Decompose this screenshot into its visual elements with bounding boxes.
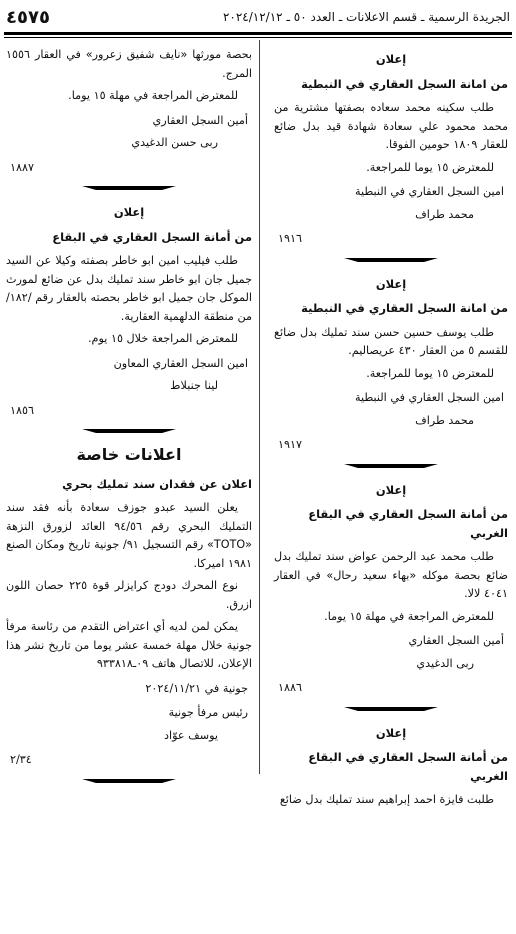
signatory-title: أمين السجل العقاري [408, 634, 504, 647]
announcement-body: يعلن السيد عبدو جوزف سعادة بأنه فقد سند التمليك البحري رقم ٩٤/٥٦ العائد لزورق النزهة «TOTO» رقم التسجيل ٩١/ جونية تاريخ ومكان الصنع ١٩٨١ اميركا. [6, 501, 252, 570]
announcement-label: إعلان [375, 276, 407, 291]
objection-note: يمكن لمن لديه أي اعتراض التقدم من رئاسة مرفأ جونية خلال مهلة خمسة عشر يوما من تاريخ نشر هذا الإعلان، للاتصال هاتف ٠٩ـ٩٣٣٨١٨ [6, 620, 252, 670]
engine-details: نوع المحرك دودج كرايزلر قوة ٢٢٥ حصان اللون ازرق. [6, 579, 252, 611]
separator-ornament [274, 461, 508, 471]
announcement-title: اعلان عن فقدان سند تمليك بحري [62, 476, 252, 491]
announcement-number: ١٨٨٧ [10, 160, 35, 174]
announcement-source: من أمانة السجل العقاري في البقاع الغربي [308, 507, 508, 540]
announcement [274, 481, 508, 698]
separator-ornament [274, 704, 508, 714]
signatory-title: أمين السجل العقاري [152, 113, 248, 127]
signatory-name: لينا جنبلاط [170, 379, 218, 392]
announcement-source: من امانة السجل العقاري في النبطية [301, 76, 508, 91]
announcement [274, 275, 508, 455]
gazette-header-title: الجريدة الرسمية ـ قسم الاعلانات ـ العدد ٥٠ ـ ٢٠٢٤/١٢/١٢ [222, 10, 510, 24]
announcement-body: طلب سكينه محمد سعاده بصفتها مشترية من محمد محمود علي سعادة شهادة قيد بدل ضائع للعقار ١٨٠٩ حومين الفوقا. [274, 101, 508, 151]
announcement-source: من أمانة السجل العقاري في البقاع [52, 229, 252, 244]
announcement-date: جونية في ٢٠٢٤/١١/٢١ [145, 681, 248, 695]
signatory-name: يوسف عوّاد [164, 728, 218, 742]
header-rule [4, 32, 512, 38]
objection-note: للمعترض المراجعة في مهلة ١٥ يوما. [324, 609, 494, 623]
announcement [6, 475, 252, 770]
page-header [6, 8, 510, 30]
objection-note: للمعترض ١٥ يوما للمراجعة. [366, 160, 494, 174]
left-column [6, 46, 252, 796]
announcement-number: ١٨٨٦ [278, 681, 303, 694]
announcement-number: ١٩١٧ [278, 438, 303, 451]
signatory-title: رئيس مرفأ جونية [168, 706, 248, 719]
announcement [274, 724, 508, 810]
objection-note: للمعترض المراجعة خلال ١٥ يوم. [88, 332, 238, 345]
signatory-name: محمد طراف [415, 413, 474, 427]
announcement-number: ٢/٣٤ [10, 753, 32, 766]
separator-ornament [6, 776, 252, 786]
announcement [6, 203, 252, 420]
signatory-name: محمد طراف [415, 207, 474, 221]
announcement-body: بحصة مورثها «نايف شفيق زعرور» في العقار ١٥٥٦ المرج. [6, 48, 252, 80]
right-column [274, 46, 508, 816]
section-heading: اعلانات خاصة [76, 445, 182, 464]
announcement-label: إعلان [375, 52, 407, 66]
separator-ornament [274, 255, 508, 265]
signatory-title: امين السجل العقاري في النبطية [354, 185, 504, 198]
page-number: ٤٥٧٥ [6, 7, 50, 28]
signatory-name: ربى حسن الدغيدي [131, 136, 218, 149]
objection-note: للمعترض المراجعة في مهلة ١٥ يوما. [68, 89, 238, 102]
objection-note: للمعترض ١٥ يوما للمراجعة. [366, 366, 494, 380]
announcement-body: طلبت فايزة احمد إبراهيم سند تمليك بدل ضائع [279, 793, 494, 806]
separator-ornament [6, 183, 252, 193]
announcement-label: إعلان [113, 205, 145, 219]
announcement-number: ١٩١٦ [278, 232, 303, 245]
announcement [274, 50, 508, 249]
announcement-body: طلب محمد عبد الرحمن عواض سند تمليك بدل ضائع بحصة موكله «بهاء سعيد رحال» في العقار ٤٠٤١ لالا. [274, 550, 508, 600]
signatory-title: امين السجل العقاري المعاون [113, 356, 248, 370]
announcement [6, 46, 252, 177]
announcement-label: إعلان [375, 482, 407, 497]
announcement-source: من امانة السجل العقاري في النبطية [301, 301, 508, 315]
announcement-label: إعلان [375, 725, 407, 740]
column-divider [259, 40, 260, 774]
signatory-name: ربى الدغيدي [416, 656, 474, 670]
announcement-source: من أمانة السجل العقاري في البقاع الغربي [308, 750, 508, 783]
announcement-body: طلب يوسف حسين حسن سند تمليك بدل ضائع للقسم ٥ من العقار ٤٣٠ عريصاليم. [274, 325, 508, 357]
announcement-body: طلب فيليب امين ابو خاطر بصفته وكيلا عن السيد جميل جان ابو خاطر سند تمليك بدل عن ضائع لمورث الموكل جان جميل ابو خاطر بحصته بالعقار رقم /١٨٢/ من منطقة الدلهمية العقارية. [6, 254, 252, 323]
signatory-title: امين السجل العقاري في النبطية [354, 391, 504, 404]
announcement-number: ١٨٥٦ [10, 403, 35, 417]
separator-ornament [6, 426, 252, 436]
